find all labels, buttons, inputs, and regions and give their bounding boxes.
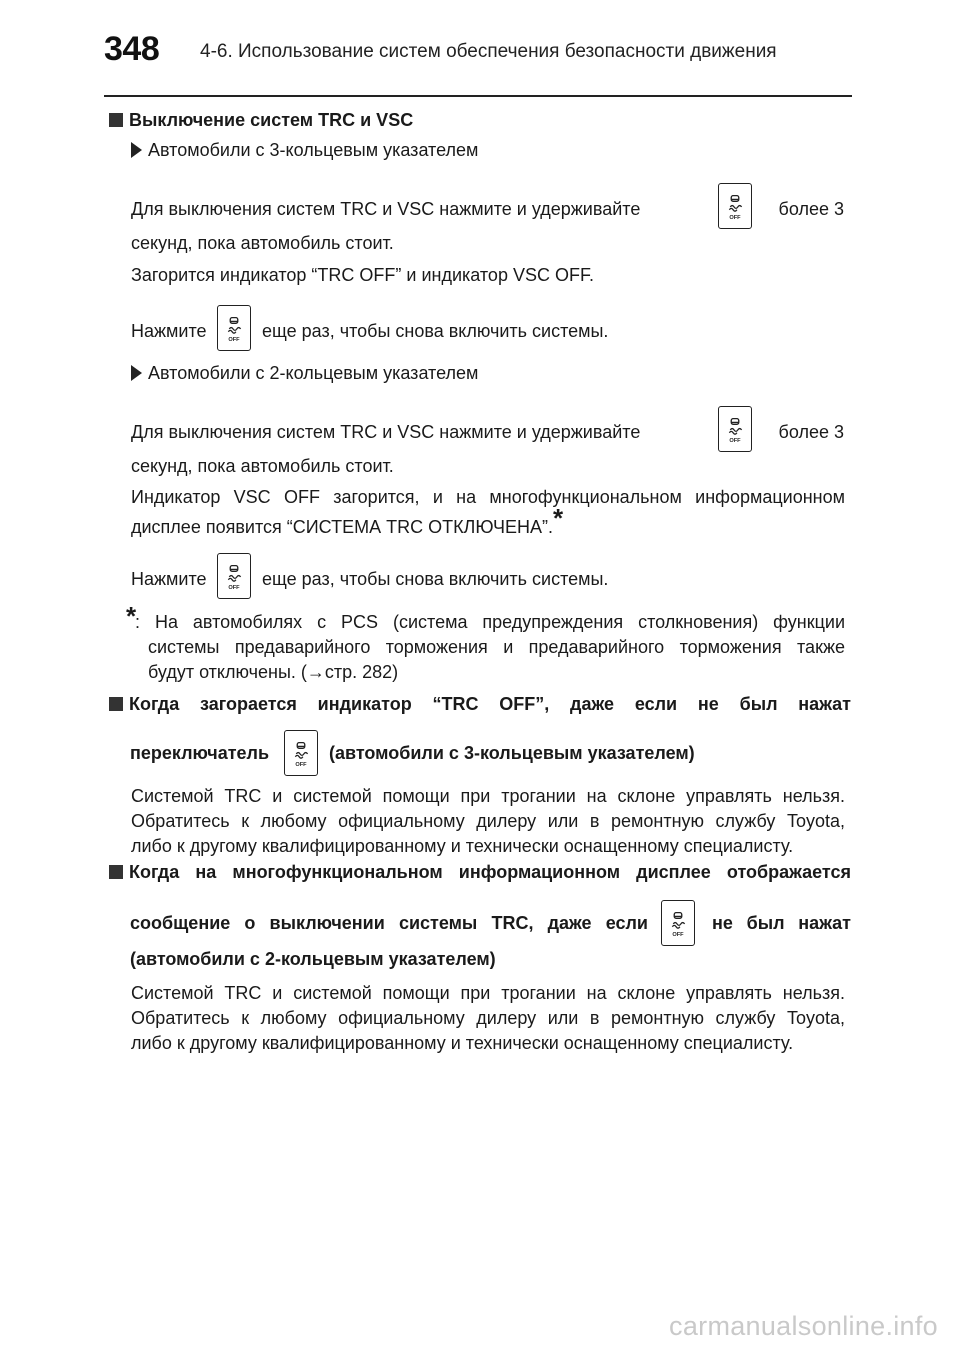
s1-sub1-p1-before: Для выключения систем TRC и VSC нажмите и удерживайте [131, 199, 641, 219]
s3-heading-line3: (автомобили с 2-кольцевым указателем) [130, 949, 496, 969]
s1-sub1-p1-line2: секунд, пока автомобиль стоит. [131, 233, 394, 253]
car-skid-icon [719, 407, 751, 451]
subheading-2-ring [131, 363, 478, 384]
s3-body-line2: Обратитесь к любому официальному дилеру или в ремонтную службу Toyota, [131, 1008, 845, 1028]
footnote-line1: : На автомобилях с PCS (система предупреждения столкновения) функции [135, 612, 845, 632]
s1-sub2-p1-after: более 3 [778, 422, 844, 442]
s3-body-line3: либо к другому квалифицированному и технически оснащенному специалисту. [131, 1033, 794, 1053]
watermark: carmanualsonline.info [669, 1311, 938, 1341]
car-skid-icon [218, 306, 250, 350]
s1-sub2-p3-after: еще раз, чтобы снова включить системы. [262, 569, 609, 589]
square-bullet-icon [109, 865, 123, 879]
s1-sub2-p3-before: Нажмите [131, 569, 207, 589]
s2-heading-after: (автомобили с 3-кольцевым указателем) [329, 743, 695, 763]
subheading-text: Автомобили с 2-кольцевым указателем [148, 363, 479, 383]
s1-sub2-p2-line2-text: дисплее появится “СИСТЕМА TRC ОТКЛЮЧЕНА”. [131, 517, 553, 537]
s1-sub1-p2: Загорится индикатор “TRC OFF” и индикатор VSC OFF. [131, 265, 594, 285]
car-skid-icon [218, 554, 250, 598]
s1-sub2-p2-line2 [131, 503, 564, 540]
vsc-off-button-icon [284, 730, 318, 776]
s2-body-line3: либо к другому квалифицированному и технически оснащенному специалисту. [131, 836, 794, 856]
footnote-marker: * [552, 503, 564, 533]
vsc-off-button-icon [718, 406, 752, 452]
svg-text:OFF: OFF [672, 932, 684, 939]
svg-text:OFF: OFF [729, 438, 741, 445]
s2-body-line2: Обратитесь к любому официальному дилеру или в ремонтную службу Toyota, [131, 811, 845, 831]
heading-trc-off-lit [109, 694, 851, 715]
s1-sub1-p3-before: Нажмите [131, 321, 207, 341]
footnote-star: * [126, 601, 137, 631]
footnote-line2: системы предаварийного торможения и предаварийного торможения также [148, 637, 845, 657]
heading-trc-off-message [109, 862, 851, 883]
vsc-off-button-icon [217, 553, 251, 599]
subheading-text: Автомобили с 3-кольцевым указателем [148, 140, 479, 160]
s1-sub1-p3-after: еще раз, чтобы снова включить системы. [262, 321, 609, 341]
s2-heading-before: переключатель [130, 743, 270, 763]
car-skid-icon [719, 184, 751, 228]
section-title: 4-6. Использование систем обеспечения безопасности движения [200, 41, 777, 62]
s1-sub2-p2-line1: Индикатор VSC OFF загорится, и на многофункциональном информационном [131, 487, 845, 507]
heading-trc-vsc-off [109, 110, 413, 131]
square-bullet-icon [109, 697, 123, 711]
vsc-off-button-icon [661, 900, 695, 946]
s2-body-line1: Системой TRC и системой помощи при трогании на склоне управлять нельзя. [131, 786, 845, 806]
heading-text: Выключение систем TRC и VSC [129, 110, 414, 130]
triangle-bullet-icon [131, 142, 142, 158]
car-skid-icon [662, 901, 694, 945]
s1-sub2-p1-line2: секунд, пока автомобиль стоит. [131, 456, 394, 476]
triangle-bullet-icon [131, 365, 142, 381]
svg-text:OFF: OFF [228, 585, 240, 592]
footnote-line3: будут отключены. (→стр. 282) [148, 662, 399, 682]
svg-text:OFF: OFF [228, 337, 240, 344]
vsc-off-button-icon [217, 305, 251, 351]
square-bullet-icon [109, 113, 123, 127]
header-divider [104, 95, 852, 97]
s3-heading-after: не был нажат [712, 913, 851, 933]
s1-sub2-p1-before: Для выключения систем TRC и VSC нажмите и удерживайте [131, 422, 641, 442]
s1-sub1-p1-after: более 3 [778, 199, 844, 219]
s3-heading-before: сообщение о выключении системы TRC, даже если [130, 913, 648, 933]
car-skid-icon [285, 731, 317, 775]
s3-body-line1: Системой TRC и системой помощи при трогании на склоне управлять нельзя. [131, 983, 845, 1003]
svg-text:OFF: OFF [295, 762, 307, 769]
vsc-off-button-icon [718, 183, 752, 229]
heading-text: Когда на многофункциональном информационном дисплее отображается [129, 862, 851, 882]
subheading-3-ring [131, 140, 478, 161]
heading-text: Когда загорается индикатор “TRC OFF”, даже если не был нажат [129, 694, 851, 714]
svg-text:OFF: OFF [729, 215, 741, 222]
page-number: 348 [104, 30, 160, 68]
